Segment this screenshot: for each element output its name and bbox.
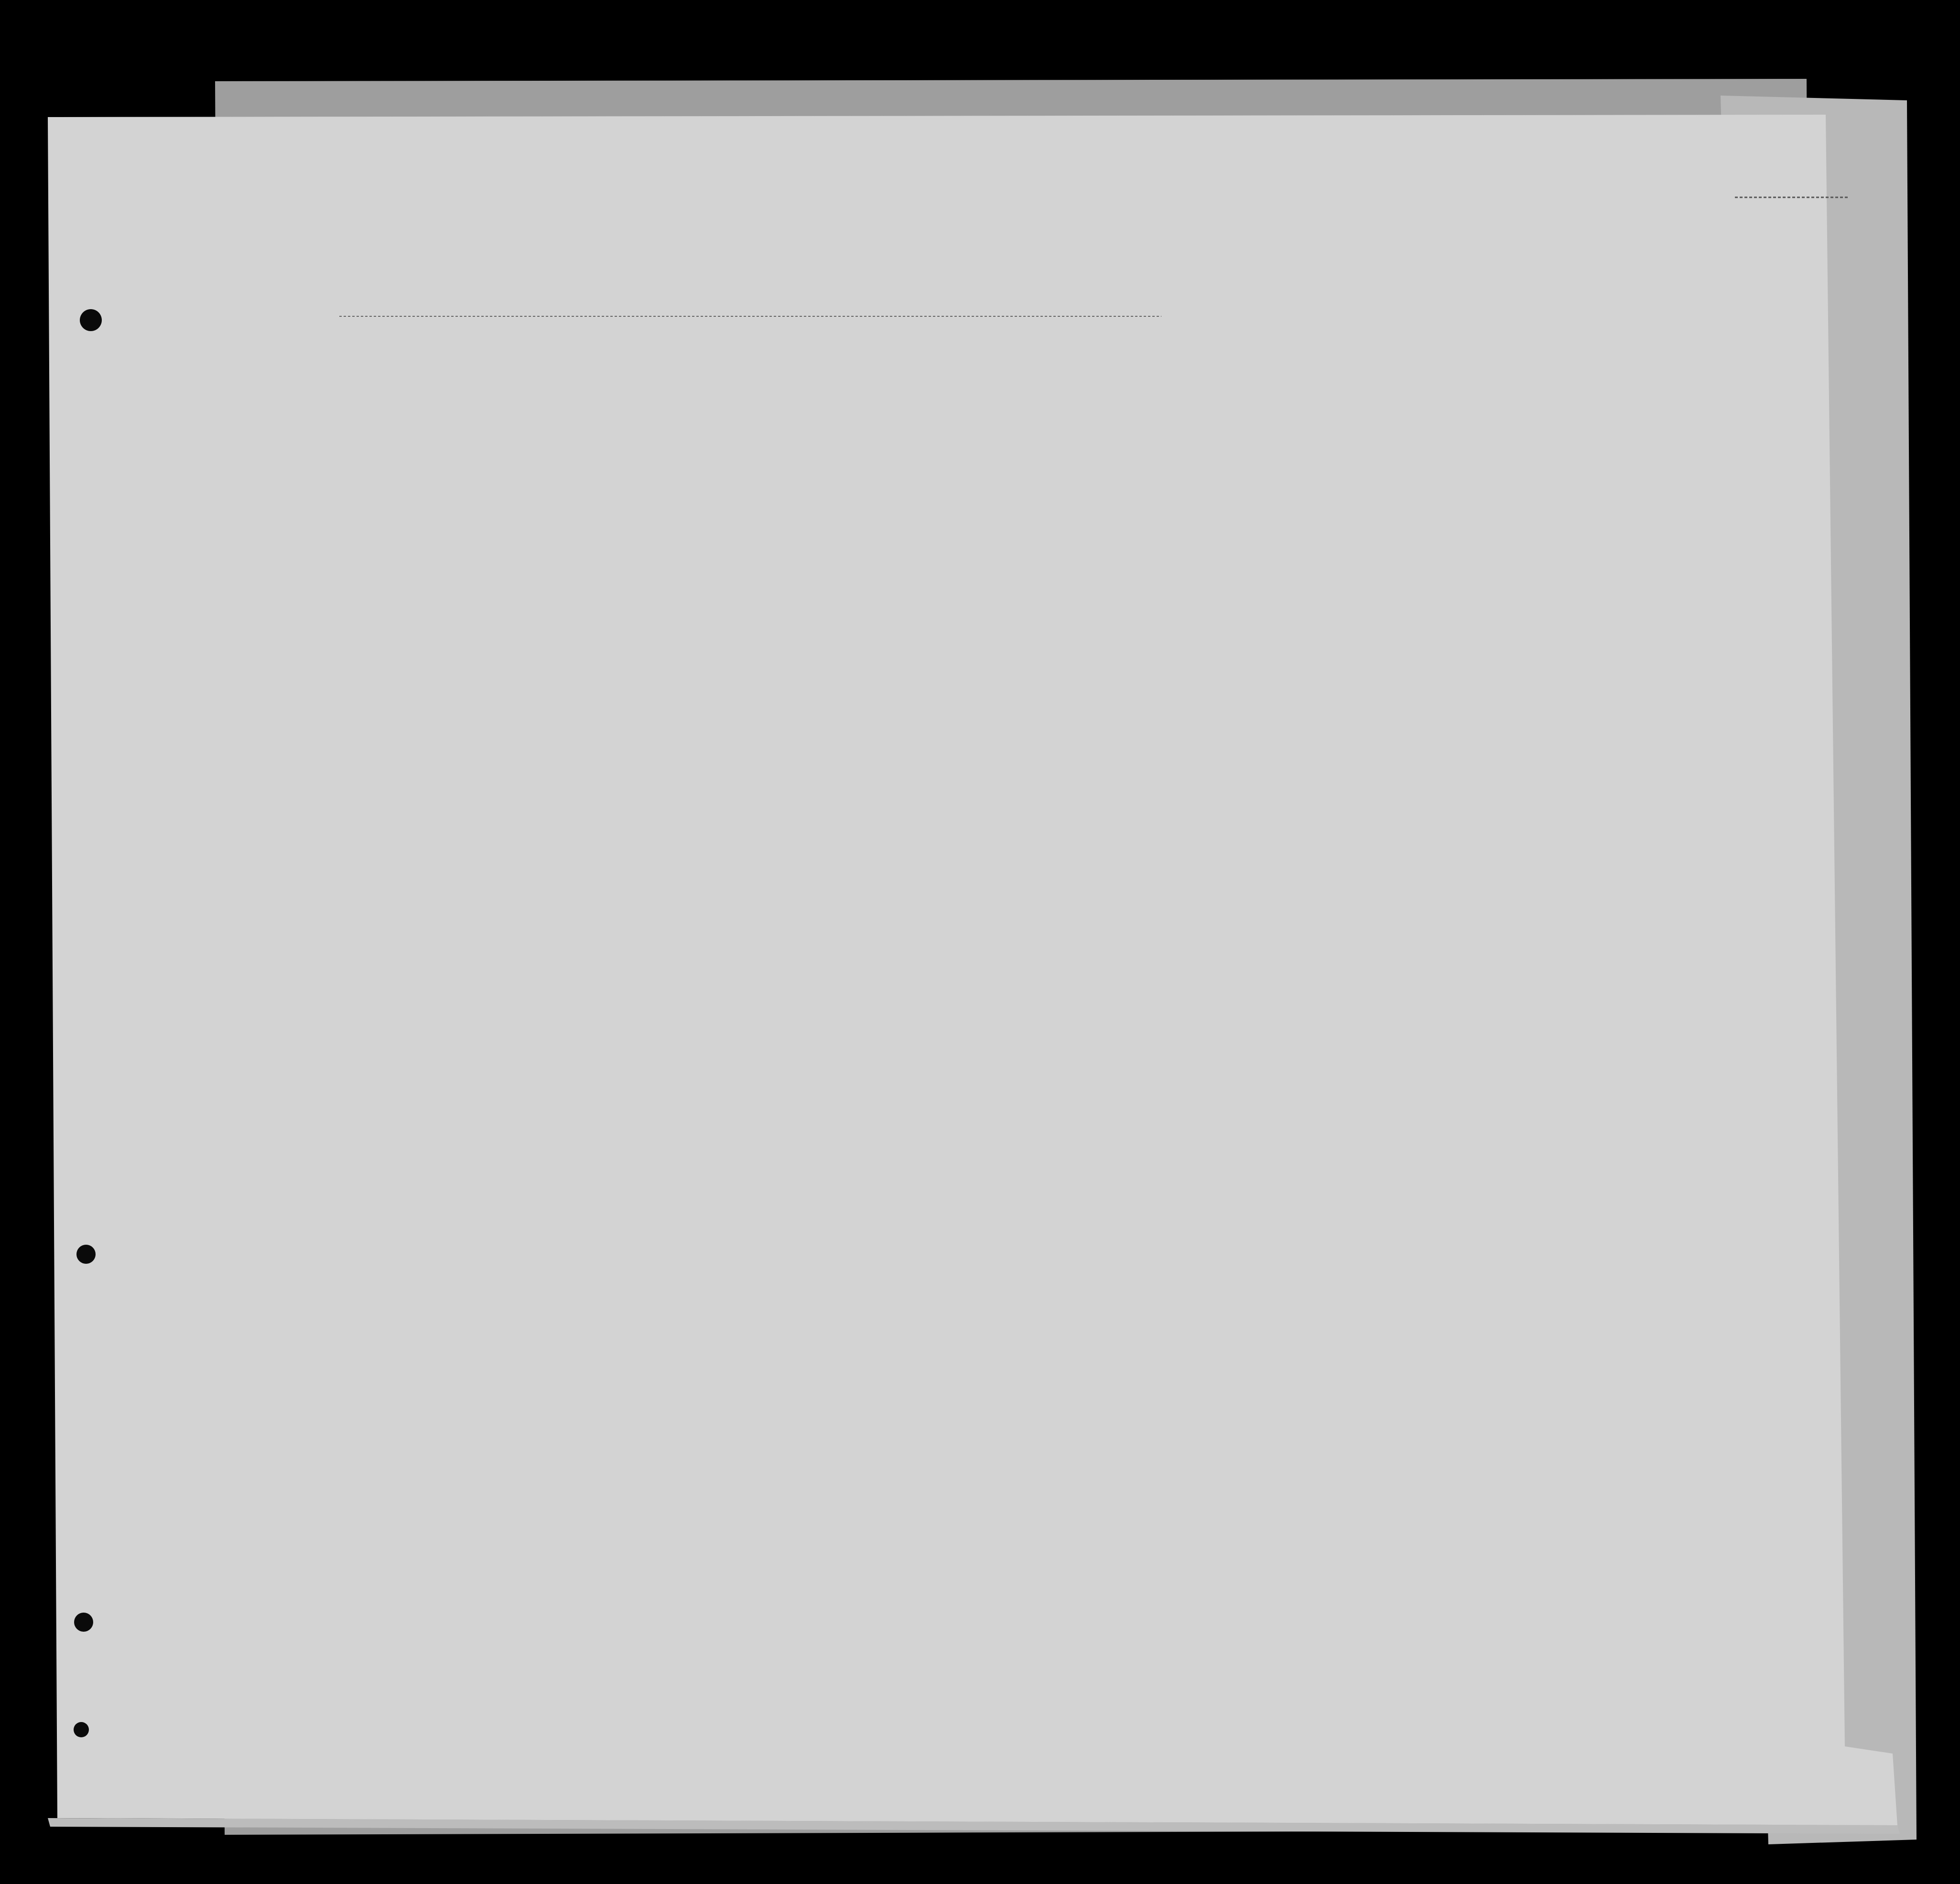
- punch-hole: [74, 1613, 93, 1632]
- punch-hole: [76, 1245, 96, 1264]
- punch-hole: [80, 309, 102, 331]
- manifest-paper: [48, 115, 1897, 1825]
- punch-hole: [74, 1722, 89, 1737]
